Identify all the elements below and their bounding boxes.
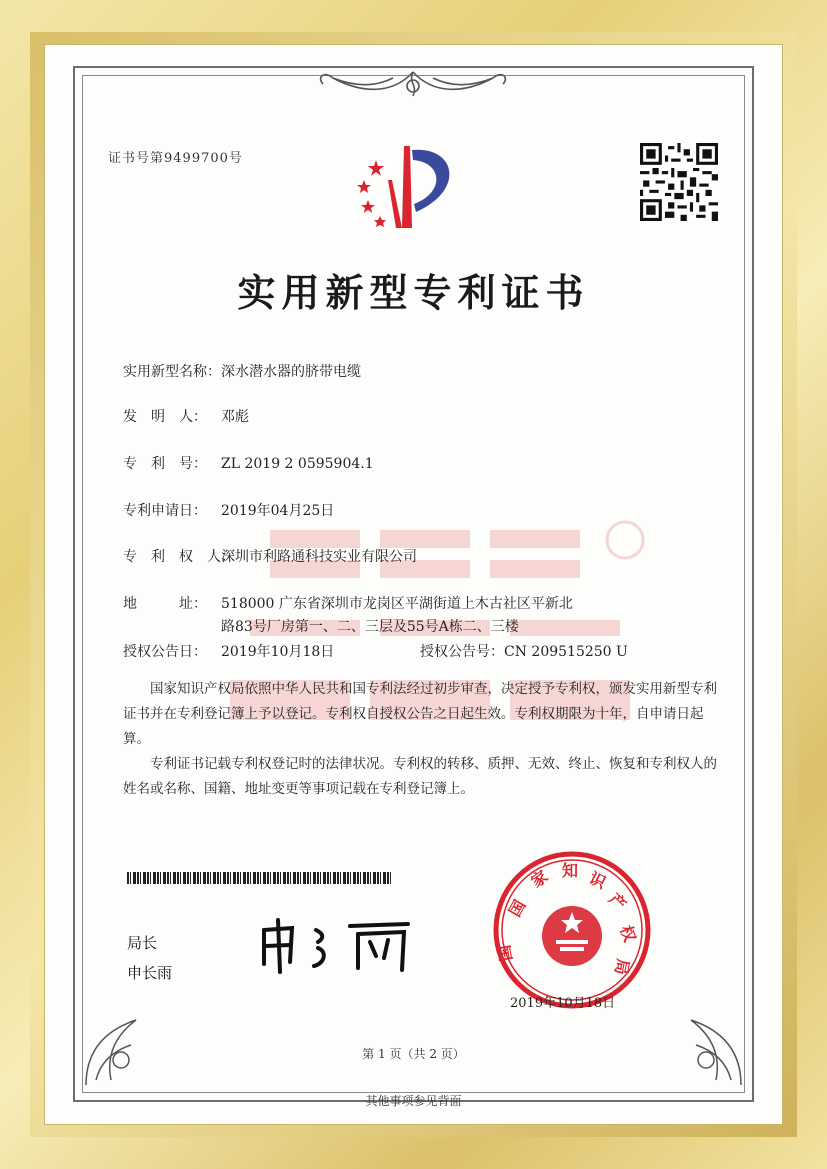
field-value: 邓彪 (221, 409, 249, 425)
field-label: 专利申请日： (123, 503, 207, 519)
field-patent-number (123, 453, 374, 473)
footer-note: 其他事项参见背面 (365, 1094, 462, 1108)
bottom-right-ornament-icon (671, 990, 751, 1090)
field-address (123, 593, 573, 613)
official-seal-icon (490, 848, 655, 1013)
svg-text:国: 国 (505, 896, 530, 920)
bottom-left-ornament-icon (76, 990, 156, 1090)
field-grant-number (420, 641, 628, 661)
field-value: 2019年10月18日 (221, 644, 335, 660)
field-value: 深水潜水器的脐带电缆 (221, 364, 361, 380)
field-patentee (123, 546, 417, 566)
svg-text:权: 权 (616, 922, 640, 945)
certificate-body (123, 677, 723, 802)
field-application-date (123, 500, 334, 520)
field-label: 专 利 权 人： (123, 549, 235, 565)
certificate-number: 证书号第9499700号 (108, 151, 243, 166)
qr-code-icon (640, 143, 718, 221)
director-title: 局长 (127, 934, 158, 952)
field-label: 地 址： (123, 596, 207, 612)
body-paragraph-1: 国家知识产权局依照中华人民共和国专利法经过初步审查，决定授予专利权，颁发实用新型专利证书并在专利登记簿上予以登记。专利权自授权公告之日起生效。专利权期限为十年，自申请日起算。 (123, 681, 717, 747)
address-line-2: 路83号厂房第一、二、三层及55号A栋二、三楼 (221, 619, 519, 635)
svg-text:国: 国 (494, 943, 516, 963)
body-paragraph-2: 专利证书记载专利权登记时的法律状况。专利权的转移、质押、无效、终止、恢复和专利权人的姓名或名称、国籍、地址变更等事项记载在专利登记簿上。 (123, 756, 717, 797)
patent-logo-icon (356, 140, 468, 232)
field-value: 2019年04月25日 (221, 503, 335, 519)
field-value: CN 209515250 U (504, 644, 628, 660)
field-label: 专 利 号： (123, 456, 207, 472)
svg-text:识: 识 (586, 868, 609, 893)
top-ornament-icon (313, 64, 513, 108)
field-inventor (123, 406, 249, 426)
field-label: 授权公告号： (420, 644, 504, 660)
svg-text:产: 产 (605, 889, 630, 915)
field-label: 发 明 人： (123, 409, 207, 425)
svg-text:知: 知 (562, 861, 579, 880)
certificate-title: 实用新型专利证书 (237, 271, 590, 315)
field-value: ZL 2019 2 0595904.1 (221, 456, 374, 472)
svg-text:局: 局 (611, 957, 633, 977)
field-value: 深圳市利路通科技实业有限公司 (221, 549, 417, 565)
barcode-icon (127, 872, 393, 884)
field-utility-model-name (123, 361, 361, 381)
stamp-date: 2019年10月18日 (510, 996, 616, 1011)
field-label: 实用新型名称： (123, 364, 221, 380)
field-label: 授权公告日： (123, 644, 207, 660)
page-number: 第 1 页（共 2 页） (362, 1047, 465, 1061)
svg-text:家: 家 (527, 866, 552, 892)
director-name: 申长雨 (127, 964, 173, 982)
address-line-1: 518000 广东省深圳市龙岗区平湖街道上木古社区平新北 (221, 596, 573, 612)
field-grant-date (123, 641, 334, 661)
signature-icon (258, 912, 418, 976)
